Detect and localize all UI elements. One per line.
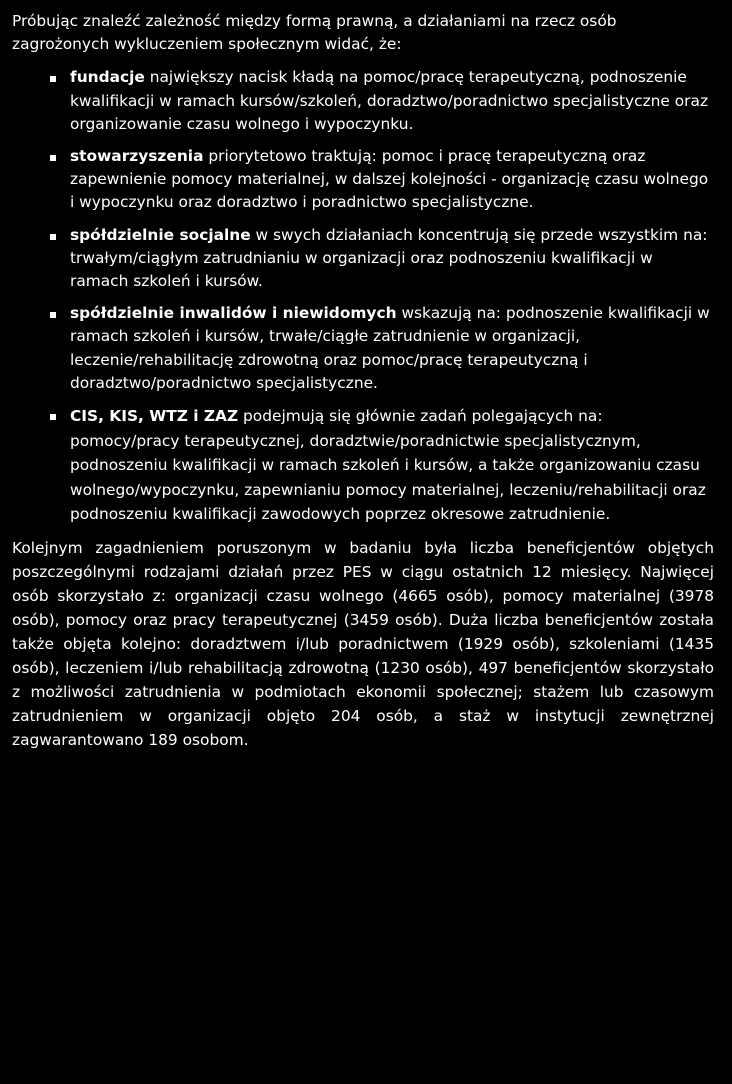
- list-item-text: największy nacisk kładą na pomoc/pracę terapeutyczną, podnoszenie kwalifikacji w ramach kursów/szkoleń, doradztwo/poradnictwo specjalistyczne oraz organizowanie czasu wolnego i wypoczynku.: [70, 68, 709, 133]
- square-bullet-icon: [50, 76, 56, 82]
- list-item-spoldzielnie-inwalidow: [70, 302, 714, 395]
- list-item-fundacje: [70, 66, 714, 136]
- list-item-cis-kis-wtz-zaz: [70, 404, 714, 527]
- list-item-text: w swych działaniach koncentrują się przede wszystkim na: trwałym/ciągłym zatrudnianiu w organizacji oraz podnoszeniu kwalifikacji w ramach szkoleń i kursów.: [70, 225, 708, 291]
- findings-list: [12, 66, 714, 527]
- list-item-stowarzyszenia: [70, 145, 714, 215]
- list-item-lead: spółdzielnie socjalne: [70, 225, 251, 244]
- summary-paragraph: Kolejnym zagadnieniem poruszonym w badaniu była liczba beneficjentów objętych poszczególnymi rodzajami działań przez PES w ciągu ostatnich 12 miesięcy. Najwięcej osób skorzystało z: organizacji czasu wolnego (4665 osób), pomocy materialnej (3978 osób), pomocy oraz pracy terapeutycznej (3459 osób). Duża liczba beneficjentów została także objęta kolejno: doradztwem i/lub poradnictwem (1929 osób), szkoleniami (1435 osób), leczeniem i/lub rehabilitacją zdrowotną (1230 osób), 497 beneficjentów skorzystało z możliwości zatrudnienia w podmiotach ekonomii społecznej; stażem lub czasowym zatrudnieniem w organizacji objęto 204 osób, a staż w instytucji zewnętrznej zagwarantowano 189 osobom.: [12, 539, 714, 750]
- list-item-spoldzielnie-socjalne: [70, 224, 714, 294]
- list-item-lead: CIS, KIS, WTZ i ZAZ: [70, 407, 239, 426]
- square-bullet-icon: [50, 234, 56, 240]
- square-bullet-icon: [50, 414, 56, 420]
- list-item-text: podejmują się głównie zadań polegających na: pomocy/pracy terapeutycznej, doradztwie/poradnictwie specjalistycznym, podnoszeniu kwalifikacji w ramach szkoleń i kursów, a także organizowaniu czasu wolnego/wypoczynku, zapewnianiu pomocy materialnej, leczeniu/rehabilitacji oraz podnoszeniu kwalifikacji zawodowych poprzez okresowe zatrudnienie.: [70, 407, 706, 524]
- square-bullet-icon: [50, 312, 56, 318]
- list-item-lead: stowarzyszenia: [70, 147, 204, 166]
- square-bullet-icon: [50, 155, 56, 161]
- list-item-lead: spółdzielnie inwalidów i niewidomych: [70, 304, 397, 323]
- list-item-lead: fundacje: [70, 68, 145, 87]
- intro-paragraph: Próbując znaleźć zależność między formą prawną, a działaniami na rzecz osób zagrożonych wykluczeniem społecznym widać, że:: [12, 12, 617, 54]
- list-item-text: priorytetowo traktują: pomoc i pracę terapeutyczną oraz zapewnienie pomocy materialnej, w dalszej kolejności - organizację czasu wolnego i wypoczynku oraz doradztwo i poradnictwo specjalistyczne.: [70, 147, 709, 212]
- list-item-text: wskazują na: podnoszenie kwalifikacji w ramach szkoleń i kursów, trwałe/ciągłe zatrudnienie w organizacji, leczenie/rehabilitację zdrowotną oraz pomoc/pracę terapeutyczną i doradztwo/poradnictwo specjalistyczne.: [70, 304, 710, 392]
